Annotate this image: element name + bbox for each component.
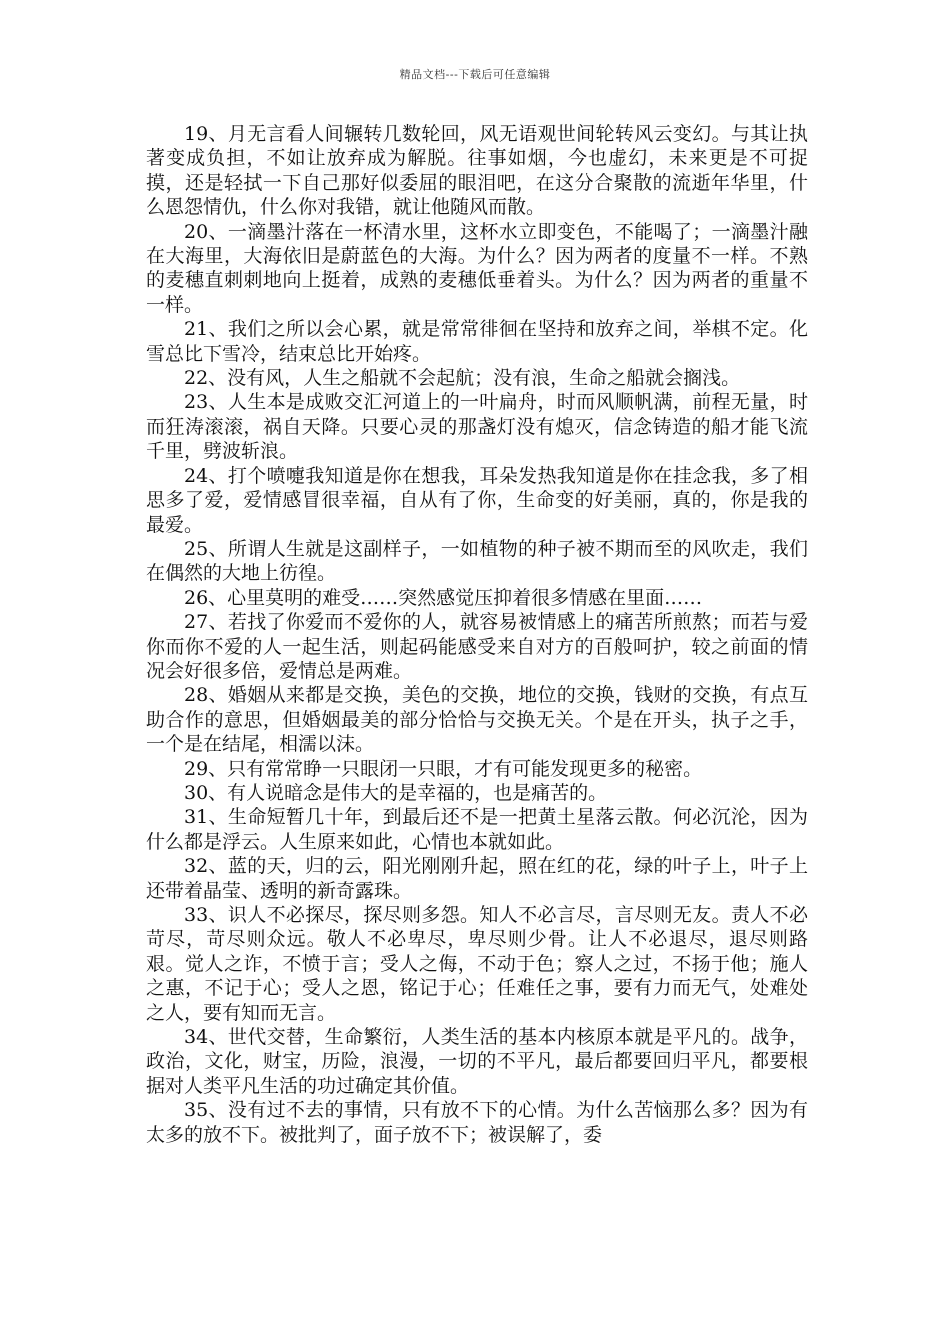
paragraph-24: 24、打个喷嚏我知道是你在想我，耳朵发热我知道是你在挂念我，多了相思多了爱，爱情感冒很幸福，自从有了你，生命变的好美丽，真的，你是我的最爱。 <box>146 464 808 536</box>
paragraph-27: 27、若找了你爱而不爱你的人，就容易被情感上的痛苦所煎熬；而若与爱你而你不爱的人一起生活，则起码能感受来自对方的百般呵护，较之前面的情况会好很多倍，爱情总是两难。 <box>146 611 808 682</box>
paragraph-22: 22、没有风，人生之船就不会起航；没有浪，生命之船就会搁浅。 <box>184 367 741 390</box>
paragraph-33: 33、识人不必探尽，探尽则多怨。知人不必言尽，言尽则无友。责人不必苛尽，苛尽则众远。敬人不必卑尽，卑尽则少骨。让人不必退尽，退尽则路艰。觉人之诈，不愤于言；受人之侮，不动于色；察人之过，不扬于他；施人之惠，不记于心；受人之恩，铭记于心；任难任之事，要有力而无气，处难处之人，要有知而无言。 <box>146 904 808 1024</box>
paragraph-30: 30、有人说暗念是伟大的是幸福的，也是痛苦的。 <box>184 781 608 804</box>
paragraph-23: 23、人生本是成败交汇河道上的一叶扁舟，时而风顺帆满，前程无量，时而狂涛滚滚，祸自天降。只要心灵的那盏灯没有熄灭，信念铸造的船才能飞流千里，劈波斩浪。 <box>146 391 808 463</box>
paragraph-21: 21、我们之所以会心累，就是常常徘徊在坚持和放弃之间，举棋不定。化雪总比下雪冷，结束总比开始疼。 <box>146 318 808 365</box>
paragraph-34: 34、世代交替，生命繁衍，人类生活的基本内核原本就是平凡的。战争，政治，文化，财宝，历险，浪漫，一切的不平凡，最后都要回归平凡，都要根据对人类平凡生活的功过确定其价值。 <box>146 1026 808 1097</box>
paragraph-20: 20、一滴墨汁落在一杯清水里，这杯水立即变色，不能喝了；一滴墨汁融在大海里，大海依旧是蔚蓝色的大海。为什么？因为两者的度量不一样。不熟的麦穗直刺刺地向上挺着，成熟的麦穗低垂着头。为什么？因为两者的重量不一样。 <box>146 220 808 316</box>
paragraph-26: 26、心里莫明的难受……突然感觉压抑着很多情感在里面…… <box>184 586 703 609</box>
paragraph-29: 29、只有常常睁一只眼闭一只眼，才有可能发现更多的秘密。 <box>184 757 703 780</box>
paragraph-28: 28、婚姻从来都是交换，美色的交换，地位的交换，钱财的交换，有点互助合作的意思，但婚姻最美的部分恰恰与交换无关。个是在开头，执子之手，一个是在结尾，相濡以沫。 <box>146 684 808 756</box>
page-header: 精品文档---下载后可任意编辑 <box>399 68 551 81</box>
paragraph-19: 19、月无言看人间辗转几数轮回，风无语观世间轮转风云变幻。与其让执著变成负担，不如让放弃成为解脱。往事如烟，今也虚幻，未来更是不可捉摸，还是轻拭一下自己那好似委屈的眼泪吧，在这分合聚散的流逝年华里，什么恩怨情仇，什么你对我错，就让他随风而散。 <box>146 123 808 219</box>
paragraph-31: 31、生命短暂几十年，到最后还不是一把黄土星落云散。何必沉沦，因为什么都是浮云。人生原来如此，心情也本就如此。 <box>146 806 808 853</box>
paragraph-25: 25、所谓人生就是这副样子，一如植物的种子被不期而至的风吹走，我们在偶然的大地上彷徨。 <box>146 537 808 585</box>
document-body <box>146 122 808 1147</box>
paragraph-35: 35、没有过不去的事情，只有放不下的心情。为什么苦恼那么多？因为有太多的放不下。被批判了，面子放不下；被误解了，委 <box>146 1099 808 1146</box>
paragraph-32: 32、蓝的天，归的云，阳光刚刚升起，照在红的花，绿的叶子上，叶子上还带着晶莹、透明的新奇露珠。 <box>146 855 808 902</box>
